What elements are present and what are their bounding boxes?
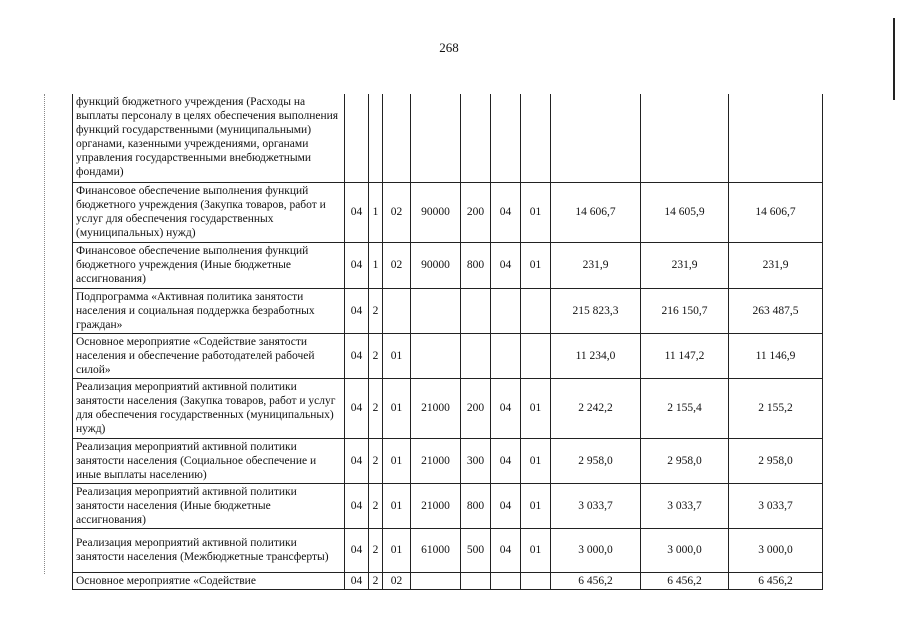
section-code [491,94,521,182]
scan-edge-line [893,18,895,100]
row-description: функций бюджетного учреждения (Расходы на выплаты персоналу в целях обеспечения выполнения функций государственными (муниципальными) органами, казенными учреждениями, органами управления государственными внебюджетными фондами) [73,94,345,182]
program-code: 04 [345,483,369,528]
activity-code [383,288,411,333]
subsection-code: 01 [521,528,551,572]
table-row [73,483,823,528]
section-code: 04 [491,182,521,242]
activity-code [383,94,411,182]
section-code: 04 [491,528,521,572]
direction-code [411,94,461,182]
subprogram-code: 1 [369,182,383,242]
amount-year-1: 11 234,0 [551,333,641,378]
amount-year-2: 216 150,7 [641,288,729,333]
expense-type-code: 200 [461,182,491,242]
row-description: Реализация мероприятий активной политики занятости населения (Межбюджетные трансферты) [73,528,345,572]
direction-code [411,572,461,589]
amount-year-1: 2 958,0 [551,438,641,483]
table-body [73,94,823,589]
activity-code: 01 [383,528,411,572]
activity-code: 02 [383,182,411,242]
amount-year-1: 2 242,2 [551,378,641,438]
subsection-code [521,333,551,378]
expense-type-code [461,333,491,378]
amount-year-1: 14 606,7 [551,182,641,242]
subprogram-code: 2 [369,483,383,528]
amount-year-3: 11 146,9 [729,333,823,378]
subsection-code: 01 [521,378,551,438]
table-row [73,572,823,589]
section-code: 04 [491,483,521,528]
subsection-code [521,572,551,589]
subprogram-code: 2 [369,378,383,438]
program-code: 04 [345,528,369,572]
subprogram-code: 2 [369,288,383,333]
subprogram-code: 2 [369,528,383,572]
expense-type-code [461,572,491,589]
direction-code: 61000 [411,528,461,572]
amount-year-2: 6 456,2 [641,572,729,589]
table-row [73,528,823,572]
expense-type-code: 800 [461,242,491,288]
expense-type-code: 800 [461,483,491,528]
activity-code: 01 [383,378,411,438]
section-code [491,288,521,333]
page-number: 268 [439,40,459,55]
amount-year-3: 2 958,0 [729,438,823,483]
amount-year-2: 2 958,0 [641,438,729,483]
subsection-code: 01 [521,182,551,242]
amount-year-3: 3 000,0 [729,528,823,572]
direction-code: 90000 [411,242,461,288]
row-description: Основное мероприятие «Содействие занятости населения и обеспечение работодателей рабочей силой» [73,333,345,378]
amount-year-1: 215 823,3 [551,288,641,333]
subsection-code: 01 [521,438,551,483]
expense-type-code: 500 [461,528,491,572]
activity-code: 01 [383,333,411,378]
amount-year-3: 6 456,2 [729,572,823,589]
program-code: 04 [345,333,369,378]
table-row [73,288,823,333]
direction-code: 21000 [411,438,461,483]
program-code: 04 [345,182,369,242]
amount-year-3: 263 487,5 [729,288,823,333]
program-code: 04 [345,438,369,483]
subsection-code: 01 [521,483,551,528]
section-code [491,572,521,589]
table-row [73,438,823,483]
row-description: Финансовое обеспечение выполнения функций бюджетного учреждения (Закупка товаров, работ и услуг для обеспечения государственных (муниципальных) нужд) [73,182,345,242]
activity-code: 02 [383,242,411,288]
program-code: 04 [345,288,369,333]
activity-code: 01 [383,483,411,528]
activity-code: 02 [383,572,411,589]
table-row [73,182,823,242]
section-code: 04 [491,438,521,483]
activity-code: 01 [383,438,411,483]
expense-type-code: 300 [461,438,491,483]
subprogram-code: 2 [369,572,383,589]
program-code [345,94,369,182]
row-description: Подпрограмма «Активная политика занятости населения и социальная поддержка безработных граждан» [73,288,345,333]
row-description: Реализация мероприятий активной политики занятости населения (Социальное обеспечение и иные выплаты населению) [73,438,345,483]
expense-type-code [461,288,491,333]
direction-code: 21000 [411,378,461,438]
amount-year-2: 2 155,4 [641,378,729,438]
program-code: 04 [345,572,369,589]
amount-year-1 [551,94,641,182]
subsection-code [521,288,551,333]
subprogram-code [369,94,383,182]
program-code: 04 [345,378,369,438]
row-description: Реализация мероприятий активной политики занятости населения (Иные бюджетные ассигнования) [73,483,345,528]
amount-year-1: 231,9 [551,242,641,288]
amount-year-2: 14 605,9 [641,182,729,242]
amount-year-3 [729,94,823,182]
margin-dots [44,94,46,574]
amount-year-1: 3 000,0 [551,528,641,572]
section-code: 04 [491,378,521,438]
budget-table [72,94,823,590]
direction-code: 21000 [411,483,461,528]
section-code: 04 [491,242,521,288]
table-row [73,94,823,182]
expense-type-code: 200 [461,378,491,438]
amount-year-1: 6 456,2 [551,572,641,589]
amount-year-3: 14 606,7 [729,182,823,242]
subsection-code [521,94,551,182]
program-code: 04 [345,242,369,288]
row-description: Финансовое обеспечение выполнения функций бюджетного учреждения (Иные бюджетные ассигнования) [73,242,345,288]
amount-year-2: 231,9 [641,242,729,288]
section-code [491,333,521,378]
direction-code: 90000 [411,182,461,242]
table-row [73,378,823,438]
amount-year-2: 3 000,0 [641,528,729,572]
amount-year-3: 3 033,7 [729,483,823,528]
subsection-code: 01 [521,242,551,288]
amount-year-3: 2 155,2 [729,378,823,438]
subprogram-code: 1 [369,242,383,288]
row-description: Реализация мероприятий активной политики занятости населения (Закупка товаров, работ и услуг для обеспечения государственных (муниципальных) нужд) [73,378,345,438]
direction-code [411,288,461,333]
row-description: Основное мероприятие «Содействие [73,572,345,589]
amount-year-2: 11 147,2 [641,333,729,378]
direction-code [411,333,461,378]
amount-year-2: 3 033,7 [641,483,729,528]
amount-year-3: 231,9 [729,242,823,288]
subprogram-code: 2 [369,438,383,483]
subprogram-code: 2 [369,333,383,378]
table-row [73,333,823,378]
table-row [73,242,823,288]
expense-type-code [461,94,491,182]
amount-year-1: 3 033,7 [551,483,641,528]
amount-year-2 [641,94,729,182]
